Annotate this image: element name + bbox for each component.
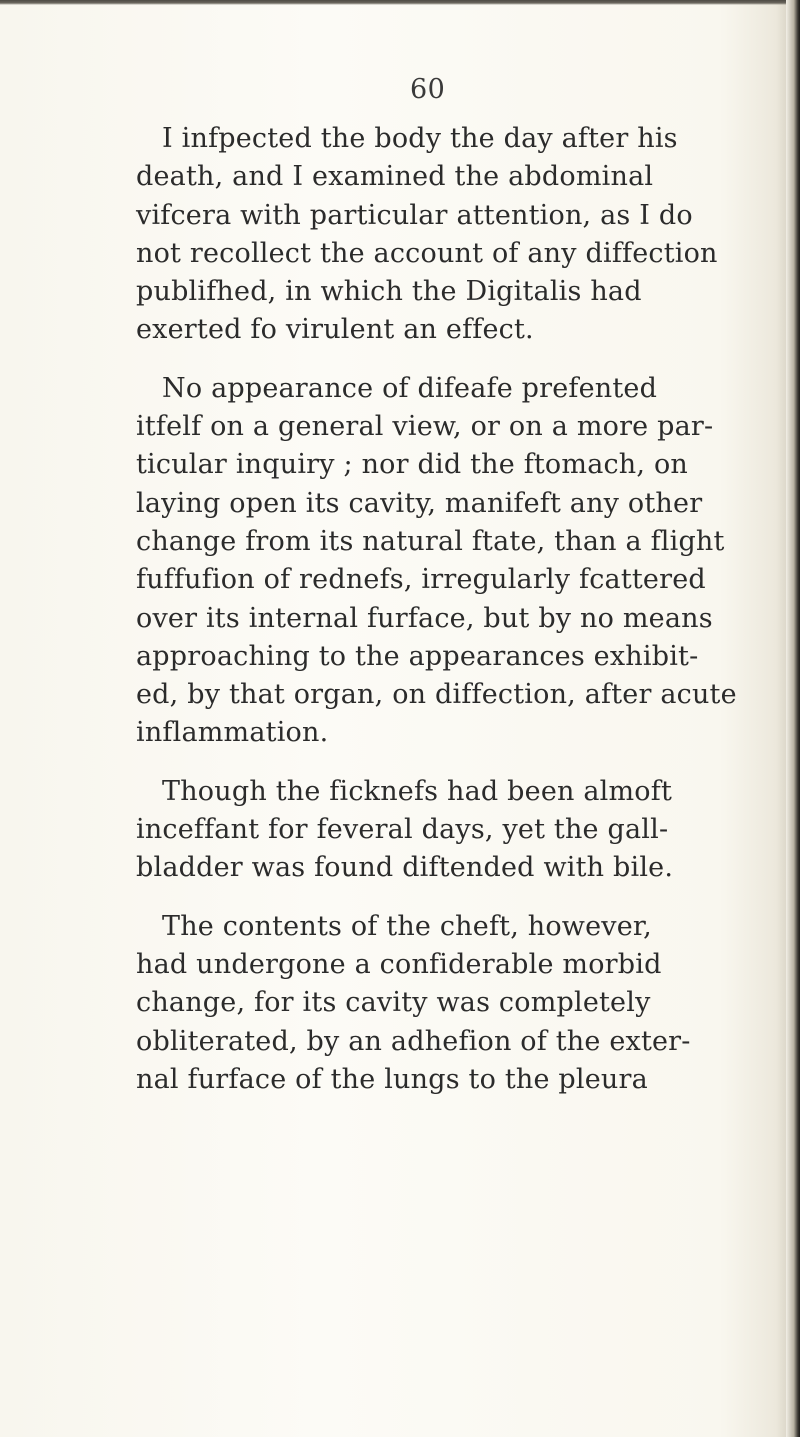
text-line: laying open its cavity, manifeft any other	[136, 487, 703, 519]
text-line: death, and I examined the abdominal	[136, 161, 654, 193]
text-line: not recollect the account of any diffection	[136, 237, 718, 269]
paragraph-2	[136, 370, 772, 753]
text-line: nal furface of the lungs to the pleura	[136, 1063, 648, 1095]
text-line: ed, by that organ, on diffection, after acute	[136, 679, 737, 711]
text-line: change, for its cavity was completely	[136, 987, 651, 1019]
text-line: vifcera with particular attention, as I do	[136, 199, 693, 231]
text-line: publifhed, in which the Digitalis had	[136, 276, 642, 308]
page-binding-edge	[786, 0, 800, 1437]
text-line: Though the ficknefs had been almoft	[162, 775, 673, 807]
paragraph-3	[136, 773, 772, 888]
text-line: change from its natural ftate, than a flight	[136, 525, 725, 557]
text-line: ticular inquiry ; nor did the ftomach, on	[136, 449, 689, 481]
text-line: had undergone a confiderable morbid	[136, 948, 662, 980]
text-line: inflammation.	[136, 717, 329, 749]
text-line: No appearance of difeafe prefented	[162, 372, 658, 404]
paragraph-4	[136, 908, 772, 1099]
page-top-edge	[0, 0, 800, 5]
text-line: I infpected the body the day after his	[162, 123, 678, 154]
text-line: fuffufion of rednefs, irregularly fcattered	[136, 564, 706, 596]
page-number: 60	[410, 74, 446, 105]
text-line: bladder was found diftended with bile.	[136, 852, 674, 884]
paragraph-1	[136, 120, 772, 350]
text-line: over its internal furface, but by no means	[136, 602, 713, 634]
text-line: The contents of the cheft, however,	[162, 910, 652, 942]
text-line: itfelf on a general view, or on a more par-	[136, 411, 714, 443]
text-line: inceffant for feveral days, yet the gall-	[136, 814, 669, 846]
text-line: obliterated, by an adhefion of the exter-	[136, 1025, 691, 1057]
text-line: exerted fo virulent an effect.	[136, 314, 534, 346]
body-text	[136, 120, 772, 1099]
text-line: approaching to the appearances exhibit-	[136, 640, 699, 672]
